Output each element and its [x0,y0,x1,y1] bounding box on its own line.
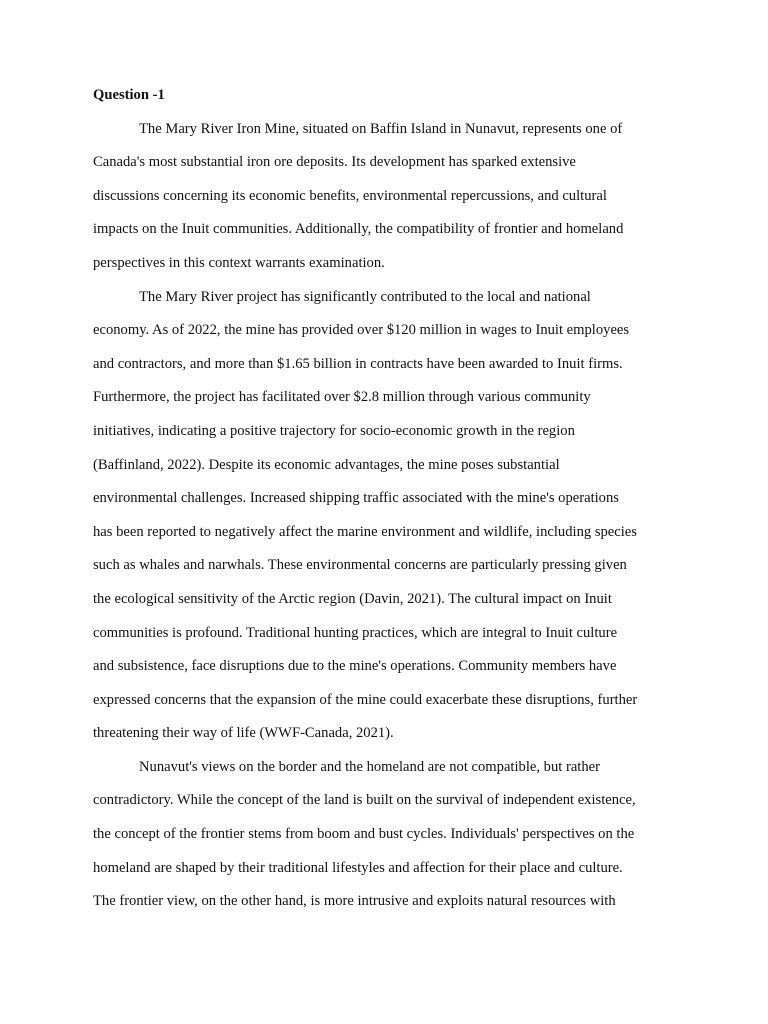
paragraph-line: such as whales and narwhals. These environmental concerns are particularly pressing given [93,557,627,574]
paragraph-line: economy. As of 2022, the mine has provided over $120 million in wages to Inuit employees [93,322,630,339]
paragraph-line: threatening their way of life (WWF-Canada, 2021). [93,725,394,742]
paragraph-3 [93,751,673,919]
document-body [93,79,673,919]
paragraph-line: The frontier view, on the other hand, is more intrusive and exploits natural resources with [93,893,616,910]
paragraph-line: impacts on the Inuit communities. Additionally, the compatibility of frontier and homeland [93,221,624,238]
paragraph-line: The Mary River Iron Mine, situated on Baffin Island in Nunavut, represents one of [139,120,623,137]
paragraph-line: (Baffinland, 2022). Despite its economic advantages, the mine poses substantial [93,456,560,473]
paragraph-line: and contractors, and more than $1.65 billion in contracts have been awarded to Inuit firms. [93,355,623,372]
paragraph-line: discussions concerning its economic benefits, environmental repercussions, and cultural [93,187,607,204]
paragraph-line: the ecological sensitivity of the Arctic region (Davin, 2021). The cultural impact on Inuit [93,590,612,607]
paragraph-line: environmental challenges. Increased shipping traffic associated with the mine's operations [93,490,619,507]
paragraph-line: The Mary River project has significantly contributed to the local and national [139,288,591,305]
paragraph-line: expressed concerns that the expansion of the mine could exacerbate these disruptions, further [93,691,638,708]
paragraph-1 [93,113,673,281]
question-heading: Question -1 [93,87,165,103]
paragraph-line: the concept of the frontier stems from boom and bust cycles. Individuals' perspectives on the [93,826,635,843]
paragraph-line: initiatives, indicating a positive trajectory for socio-economic growth in the region [93,422,575,439]
paragraph-line: contradictory. While the concept of the land is built on the survival of independent existence, [93,792,636,809]
paragraph-line: and subsistence, face disruptions due to the mine's operations. Community members have [93,658,617,675]
paragraph-line: has been reported to negatively affect the marine environment and wildlife, including species [93,523,637,540]
paragraph-2 [93,281,673,751]
paragraph-line: Canada's most substantial iron ore deposits. Its development has sparked extensive [93,154,576,171]
paragraph-line: perspectives in this context warrants examination. [93,254,385,271]
paragraph-line: Furthermore, the project has facilitated over $2.8 million through various community [93,389,591,406]
paragraph-line: Nunavut's views on the border and the homeland are not compatible, but rather [139,758,600,775]
paragraph-line: homeland are shaped by their traditional lifestyles and affection for their place and culture. [93,859,623,876]
paragraph-line: communities is profound. Traditional hunting practices, which are integral to Inuit culture [93,624,618,641]
